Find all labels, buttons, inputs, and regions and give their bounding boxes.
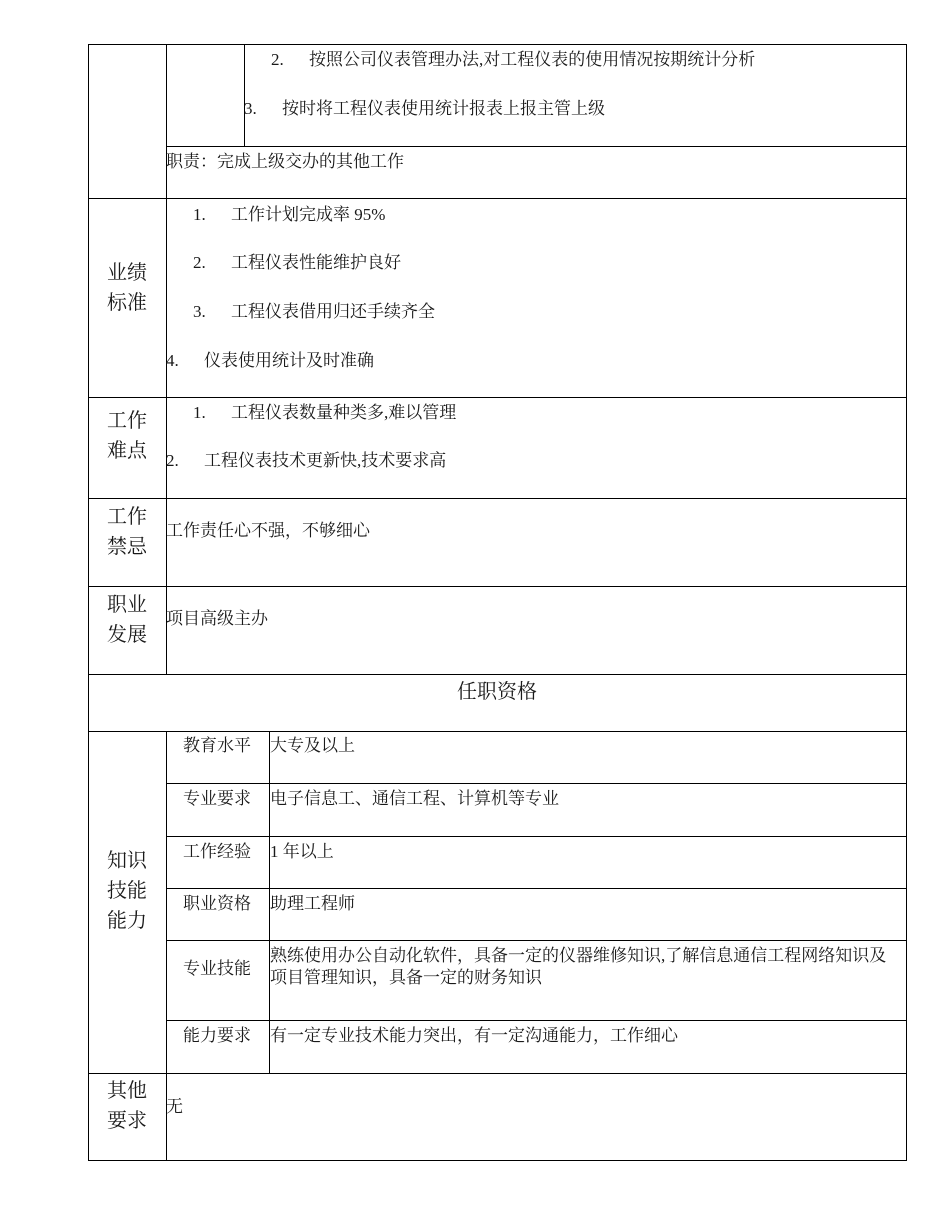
- performance-item-number: 1.: [193, 205, 206, 224]
- difficulty-item-text: 工程仪表数量种类多,难以管理: [231, 403, 457, 422]
- knowledge-row-value: 1 年以上: [270, 842, 334, 861]
- performance-item-text: 工程仪表性能维护良好: [231, 253, 401, 272]
- knowledge-row-key: 专业技能: [183, 959, 251, 978]
- performance-item-text: 工作计划完成率 95%: [231, 205, 386, 224]
- performance-item-number: 3.: [193, 302, 206, 321]
- difficulties-label: [88, 406, 166, 466]
- career-label: [88, 590, 166, 650]
- performance-item: [193, 205, 385, 225]
- duty-item: [244, 99, 605, 119]
- taboos-text: 工作责任心不强，不够细心: [166, 521, 370, 540]
- taboos-label-line: 禁忌: [107, 536, 147, 558]
- knowledge-row-value: 大专及以上: [270, 736, 355, 755]
- difficulties-label-line: 难点: [107, 440, 147, 462]
- taboos-label-line: 工作: [107, 506, 147, 528]
- knowledge-row-key: 工作经验: [183, 842, 251, 861]
- performance-item: [193, 302, 435, 322]
- knowledge-row-key: 教育水平: [183, 736, 251, 755]
- performance-label: [88, 258, 166, 318]
- knowledge-row-key: 能力要求: [183, 1026, 251, 1045]
- duty-item-number: 2.: [271, 50, 284, 69]
- taboos-label: [88, 502, 166, 562]
- knowledge-row-value: 有一定专业技术能力突出，有一定沟通能力，工作细心: [270, 1026, 678, 1045]
- knowledge-label-line: 技能: [107, 880, 147, 902]
- duty-item-number: 3.: [244, 99, 257, 118]
- knowledge-row-value: 助理工程师: [270, 894, 355, 913]
- career-label-line: 发展: [107, 624, 147, 646]
- duty-item-text: 按时将工程仪表使用统计报表上报主管上级: [282, 99, 605, 118]
- duty-item: [271, 50, 755, 70]
- performance-item-number: 4.: [166, 351, 179, 370]
- career-text: 项目高级主办: [166, 609, 268, 628]
- knowledge-row-key: 职业资格: [183, 894, 251, 913]
- knowledge-label-line: 知识: [107, 850, 147, 872]
- other-label: [88, 1076, 166, 1136]
- difficulty-item: [166, 451, 446, 471]
- knowledge-label: [88, 846, 166, 936]
- duty-item-text: 按照公司仪表管理办法,对工程仪表的使用情况按期统计分析: [309, 50, 756, 69]
- performance-item-text: 工程仪表借用归还手续齐全: [231, 302, 435, 321]
- career-label-line: 职业: [107, 594, 147, 616]
- knowledge-row-value: 电子信息工、通信工程、计算机等专业: [270, 789, 559, 808]
- performance-item: [193, 253, 401, 273]
- other-duty: 职责：完成上级交办的其他工作: [166, 152, 404, 171]
- knowledge-row-value: 熟练使用办公自动化软件，具备一定的仪器维修知识,了解信息通信工程网络知识及项目管理知识，具备一定的财务知识: [270, 946, 887, 987]
- performance-label-line: 标准: [107, 292, 147, 314]
- difficulty-item-text: 工程仪表技术更新快,技术要求高: [204, 451, 447, 470]
- difficulties-label-line: 工作: [107, 410, 147, 432]
- other-text: 无: [166, 1097, 183, 1116]
- performance-label-line: 业绩: [107, 262, 147, 284]
- performance-item: [166, 351, 374, 371]
- qualification-title: 任职资格: [457, 681, 537, 703]
- difficulty-item-number: 1.: [193, 403, 206, 422]
- other-label-line: 其他: [107, 1080, 147, 1102]
- performance-item-number: 2.: [193, 253, 206, 272]
- difficulty-item: [193, 403, 456, 423]
- performance-item-text: 仪表使用统计及时准确: [204, 351, 374, 370]
- knowledge-label-line: 能力: [107, 910, 147, 932]
- other-label-line: 要求: [107, 1110, 147, 1132]
- knowledge-row-key: 专业要求: [183, 789, 251, 808]
- difficulty-item-number: 2.: [166, 451, 179, 470]
